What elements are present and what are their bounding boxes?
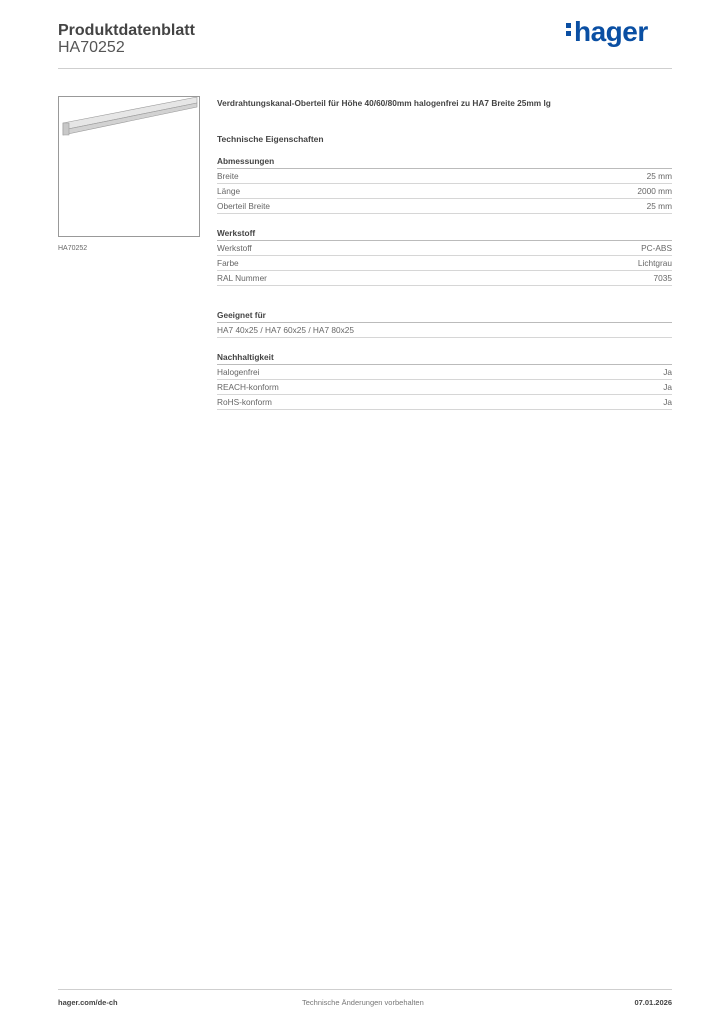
row-value: 25 mm (646, 171, 672, 181)
section-title: Technische Eigenschaften (217, 134, 324, 144)
table-row (217, 169, 672, 184)
row-label: Halogenfrei (217, 367, 260, 377)
row-value: Ja (663, 382, 672, 392)
group-abmessungen (217, 156, 672, 214)
group-title: Geeignet für (217, 310, 672, 323)
row-value: PC-ABS (641, 243, 672, 253)
product-code: HA70252 (58, 39, 125, 56)
row-value: 7035 (653, 273, 672, 283)
product-details (217, 96, 672, 410)
hager-logo (566, 16, 648, 48)
logo-dots-icon (566, 20, 571, 39)
group-werkstoff (217, 228, 672, 286)
table-row (217, 380, 672, 395)
product-image (58, 96, 200, 237)
cable-duct-cover-icon (59, 97, 199, 236)
header-divider (58, 68, 672, 69)
table-row (217, 271, 672, 286)
footer-date: 07.01.2026 (634, 998, 672, 1007)
footer-disclaimer: Technische Änderungen vorbehalten (302, 998, 424, 1007)
document-title: Produktdatenblatt (58, 22, 195, 39)
group-geeignet (217, 310, 672, 338)
footer-website-link[interactable]: hager.com/de-ch (58, 998, 118, 1007)
row-label: RoHS-konform (217, 397, 272, 407)
footer-divider (58, 989, 672, 990)
table-row (217, 241, 672, 256)
row-value: Ja (663, 367, 672, 377)
row-value: 25 mm (646, 201, 672, 211)
table-row (217, 395, 672, 410)
row-label: RAL Nummer (217, 273, 267, 283)
row-label: Breite (217, 171, 239, 181)
group-nachhaltigkeit (217, 352, 672, 410)
group-title: Abmessungen (217, 156, 672, 169)
row-value: Lichtgrau (637, 258, 672, 268)
row-label: Länge (217, 186, 241, 196)
table-row (217, 199, 672, 214)
row-label: HA7 40x25 / HA7 60x25 / HA7 80x25 (217, 325, 354, 335)
table-row (217, 256, 672, 271)
image-caption: HA70252 (58, 245, 88, 252)
logo-text: hager (574, 16, 648, 47)
table-row (217, 323, 672, 338)
row-label: Oberteil Breite (217, 201, 271, 211)
table-row (217, 365, 672, 380)
row-value: 2000 mm (637, 186, 672, 196)
group-title: Werkstoff (217, 228, 672, 241)
group-title: Nachhaltigkeit (217, 352, 672, 365)
table-row (217, 184, 672, 199)
row-label: Farbe (217, 258, 239, 268)
row-label: REACH-konform (217, 382, 279, 392)
row-value: Ja (663, 397, 672, 407)
row-label: Werkstoff (217, 243, 252, 253)
product-description: Verdrahtungskanal-Oberteil für Höhe 40/60/80mm halogenfrei zu HA7 Breite 25mm lg (217, 98, 551, 108)
